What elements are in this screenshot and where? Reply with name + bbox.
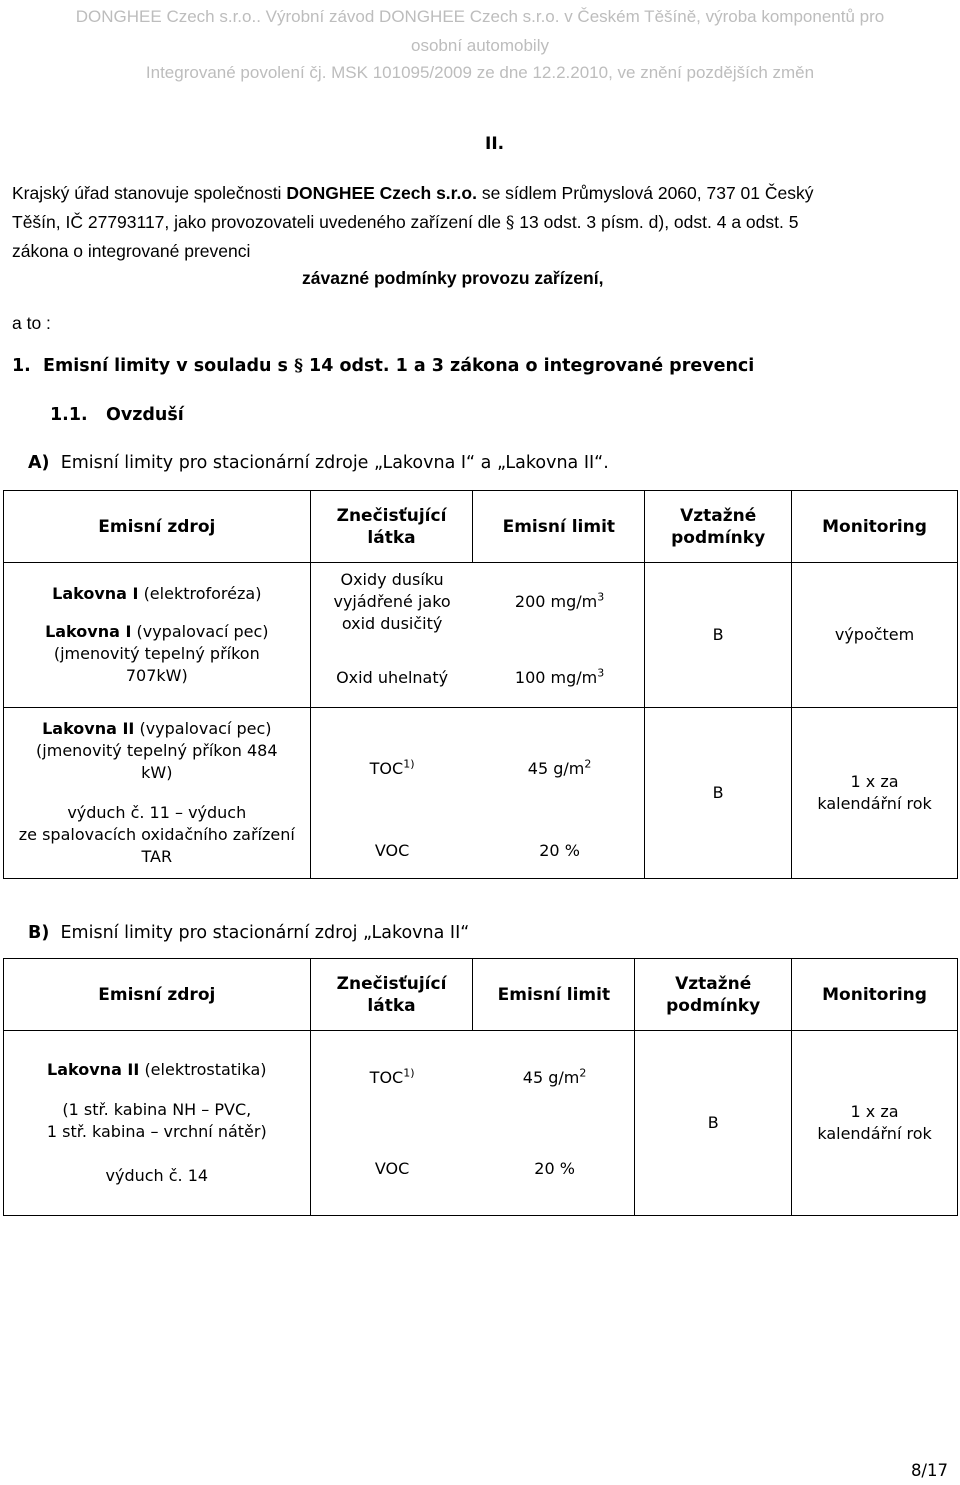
- intro-text: se sídlem Průmyslová 2060, 737 01 Český: [481, 183, 814, 203]
- pollutant-name: oxid dusičitý: [341, 614, 443, 633]
- pollutant-limit-cell: [310, 708, 645, 879]
- table-header-row: [4, 491, 958, 563]
- pollutant-name: VOC: [374, 1159, 410, 1178]
- source-detail: výduch č. 11 – výduch: [67, 803, 247, 822]
- source-cell: [4, 708, 311, 879]
- limit-value: 200 $mg/m^3$: [514, 590, 605, 611]
- table-row: [4, 563, 958, 708]
- pollutant-name: TOC$^{1)}$: [369, 757, 415, 778]
- document-header-line3: Integrované povolení čj. MSK 101095/2009 ze dne 12.2.2010, ve znění pozdějších změn: [145, 63, 815, 82]
- col-header-limit: Emisní limit: [473, 491, 645, 563]
- heading-a: [28, 453, 609, 473]
- col-header-pollutant: [310, 959, 473, 1031]
- source-detail: (vypalovací pec): [139, 719, 272, 738]
- reference-cell: B: [645, 563, 792, 708]
- heading-b: [28, 923, 469, 943]
- intro-line-2: [12, 210, 952, 235]
- pollutant-name: VOC: [374, 841, 410, 860]
- col-header-limit: Emisní limit: [473, 959, 635, 1031]
- col-header-monitoring: Monitoring: [792, 959, 958, 1031]
- source-detail: ze spalovacích oxidačního zařízení: [18, 825, 295, 844]
- heading-text: Ovzduší: [105, 405, 184, 425]
- document-header-line1: DONGHEE Czech s.r.o.. Výrobní závod DONGHEE Czech s.r.o. v Českém Těšíně, výroba komponentů pro: [75, 7, 885, 26]
- company-name: DONGHEE Czech s.r.o.: [286, 183, 477, 203]
- binding-conditions: závazné podmínky provozu zařízení,: [302, 268, 604, 288]
- heading-letter: B): [28, 923, 50, 943]
- heading-text: Emisní limity pro stacionární zdroj „Lakovna II“: [60, 923, 470, 943]
- pollutant-name: vyjádřené jako: [333, 592, 451, 611]
- section-sign: §: [294, 356, 303, 376]
- emission-table-b: [3, 958, 958, 1216]
- table-row: [4, 1031, 958, 1216]
- source-name: Lakovna II: [42, 719, 135, 738]
- header-text: Znečisťující: [336, 505, 447, 526]
- source-detail: výduch č. 14: [105, 1166, 209, 1185]
- col-header-pollutant: [310, 491, 473, 563]
- section-sign: §: [505, 213, 515, 233]
- reference-cell: B: [635, 1031, 792, 1216]
- source-detail: (vypalovací pec): [136, 622, 269, 641]
- pollutant-limit-cell: [310, 563, 645, 708]
- monitoring-cell: [792, 1031, 958, 1216]
- section-number: II.: [485, 134, 505, 154]
- heading-text: Emisní limity v souladu s: [43, 356, 288, 376]
- monitoring-text: 1 x za: [850, 1102, 899, 1121]
- intro-text: Těšín, IČ 27793117, jako provozovateli uvedeného zařízení dle: [12, 212, 502, 232]
- intro-text: 13 odst. 3 písm. d), odst. 4 a odst. 5: [519, 212, 799, 232]
- heading-1-1: [50, 405, 184, 425]
- heading-number: 1.1.: [50, 405, 88, 425]
- col-header-source: Emisní zdroj: [4, 959, 311, 1031]
- source-name: Lakovna II: [47, 1060, 140, 1079]
- heading-letter: A): [28, 453, 50, 473]
- limit-value: 20 %: [534, 1159, 575, 1178]
- source-detail: kW): [141, 763, 173, 782]
- pollutant-name: Oxid uhelnatý: [336, 668, 449, 687]
- source-name: Lakovna I: [52, 584, 139, 603]
- limit-value: 100 $mg/m^3$: [514, 666, 605, 687]
- emission-table-a: [3, 490, 958, 879]
- limit-value: 45 $g/m^2$: [522, 1066, 587, 1087]
- col-header-reference: [645, 491, 792, 563]
- pollutant-name: Oxidy dusíku: [340, 570, 444, 589]
- heading-text: Emisní limity pro stacionární zdroje „Lakovna I“ a „Lakovna II“.: [60, 453, 609, 473]
- header-text: Vztažné: [675, 973, 752, 994]
- col-header-monitoring: Monitoring: [792, 491, 958, 563]
- a-to-label: a to :: [12, 313, 51, 333]
- limit-value: 45 $g/m^2$: [527, 757, 592, 778]
- source-cell: [4, 1031, 311, 1216]
- source-name: Lakovna I: [45, 622, 132, 641]
- source-detail: 1 stř. kabina – vrchní nátěr): [46, 1122, 267, 1141]
- heading-text: 14 odst. 1 a 3 zákona o integrované prevenci: [309, 356, 755, 376]
- monitoring-text: kalendářní rok: [817, 794, 932, 813]
- header-text: podmínky: [666, 995, 761, 1016]
- page-number: 8/17: [910, 1461, 948, 1480]
- header-text: látka: [367, 995, 416, 1016]
- heading-1: [12, 356, 754, 376]
- monitoring-text: 1 x za: [850, 772, 899, 791]
- col-header-source: Emisní zdroj: [4, 491, 311, 563]
- source-detail: (jmenovitý tepelný příkon: [53, 644, 260, 663]
- reference-cell: B: [645, 708, 792, 879]
- col-header-reference: [635, 959, 792, 1031]
- monitoring-cell: [792, 708, 958, 879]
- monitoring-text: kalendářní rok: [817, 1124, 932, 1143]
- source-detail: (jmenovitý tepelný příkon 484: [36, 741, 278, 760]
- source-cell: [4, 563, 311, 708]
- source-detail: (elektroforéza): [143, 584, 262, 603]
- table-row: [4, 708, 958, 879]
- heading-number: 1.: [12, 356, 31, 376]
- pollutant-limit-cell: [310, 1031, 635, 1216]
- source-detail: TAR: [141, 847, 173, 866]
- source-detail: (elektrostatika): [144, 1060, 267, 1079]
- intro-line-1: [12, 181, 952, 205]
- table-header-row: [4, 959, 958, 1031]
- source-detail: 707kW): [125, 666, 188, 685]
- header-text: podmínky: [671, 527, 766, 548]
- source-detail: (1 stř. kabina NH – PVC,: [62, 1100, 252, 1119]
- header-text: Znečisťující: [336, 973, 447, 994]
- limit-value: 20 %: [539, 841, 580, 860]
- pollutant-name: TOC$^{1)}$: [369, 1066, 415, 1087]
- intro-text: Krajský úřad stanovuje společnosti: [12, 183, 282, 203]
- intro-line-3: zákona o integrované prevenci: [12, 241, 251, 261]
- header-text: látka: [367, 527, 416, 548]
- monitoring-cell: výpočtem: [792, 563, 958, 708]
- header-text: Vztažné: [680, 505, 757, 526]
- document-header-line2: osobní automobily: [411, 36, 549, 55]
